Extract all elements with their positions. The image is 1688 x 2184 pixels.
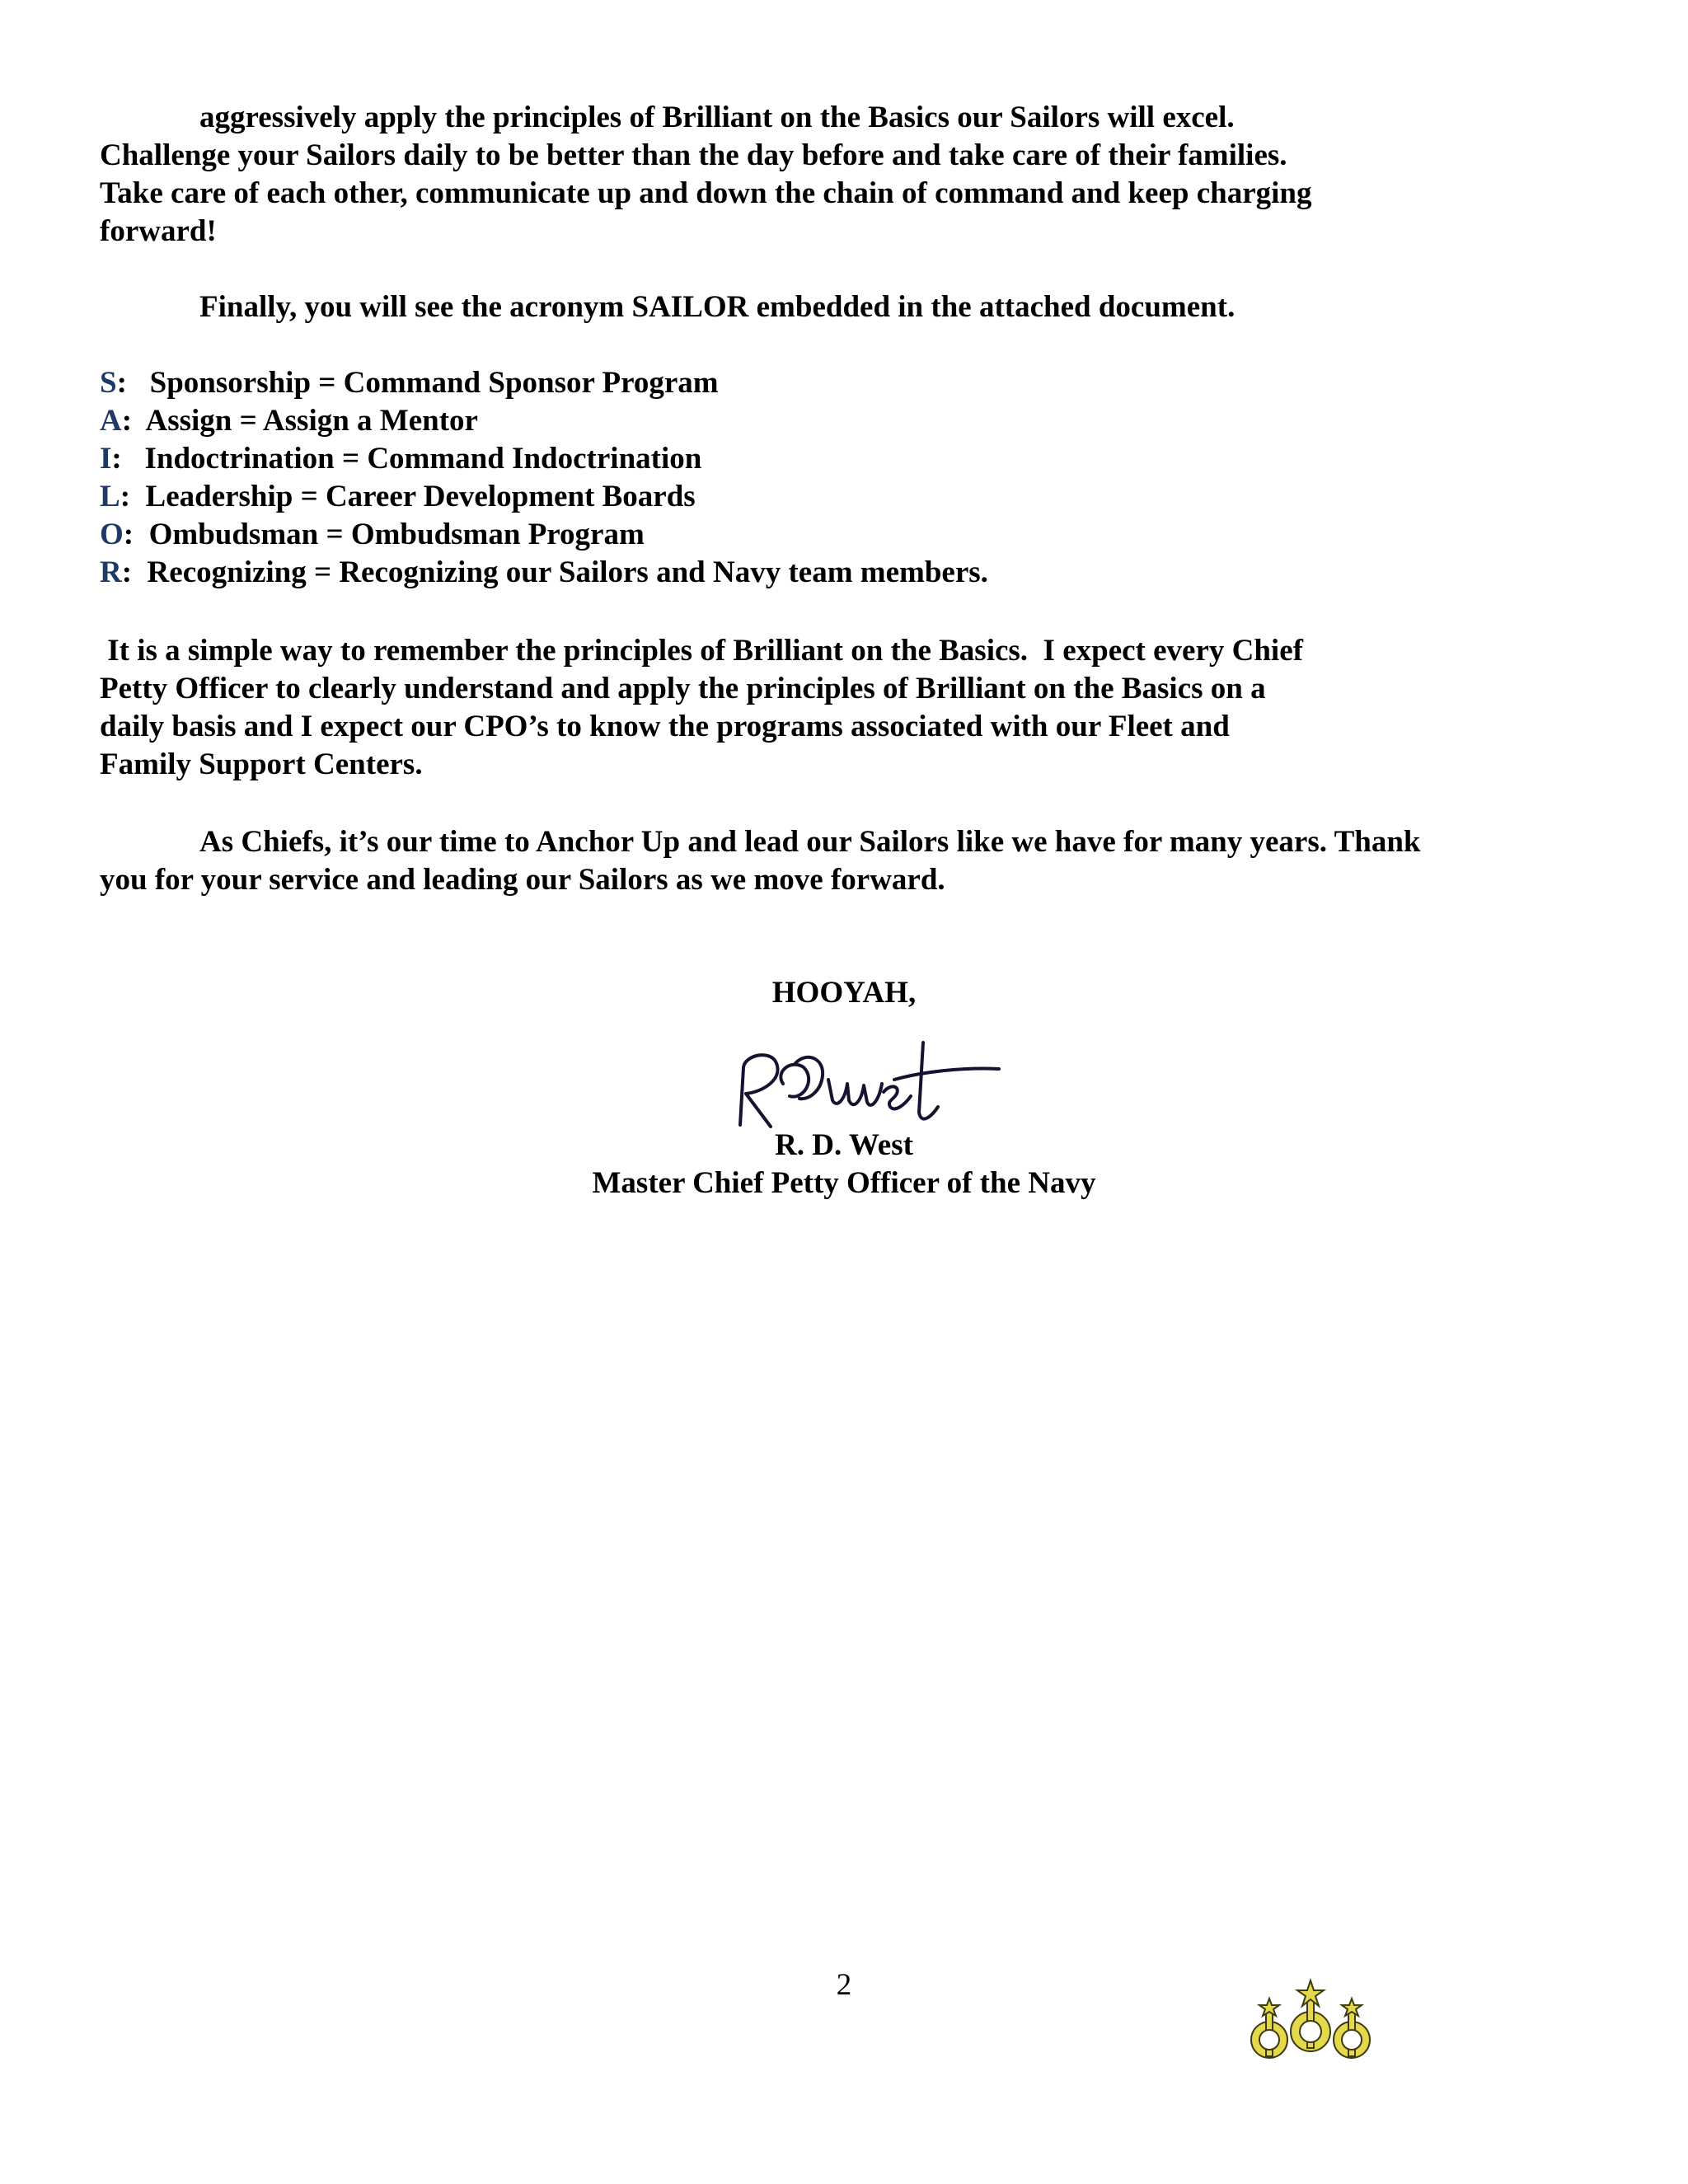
paragraph-line: daily basis and I expect our CPO’s to know the programs associated with our Fleet and bbox=[100, 710, 1230, 743]
acronym-text: : Sponsorship = Command Sponsor Program bbox=[116, 366, 719, 400]
paragraph-line: Take care of each other, communicate up and down the chain of command and keep charging bbox=[100, 176, 1312, 210]
acronym-letter: S bbox=[100, 366, 117, 400]
acronym-item bbox=[100, 402, 988, 440]
closing-salutation: HOOYAH, bbox=[771, 976, 917, 1010]
signer-name: R. D. West bbox=[775, 1128, 913, 1162]
paragraph-line: aggressively apply the principles of Brilliant on the Basics our Sailors will excel. bbox=[199, 101, 1235, 134]
acronym-item bbox=[100, 516, 988, 554]
acronym-text: : Assign = Assign a Mentor bbox=[121, 404, 478, 438]
acronym-letter: L bbox=[100, 480, 120, 513]
paragraph-line: As Chiefs, it’s our time to Anchor Up and lead our Sailors like we have for many years. Thank bbox=[199, 825, 1421, 859]
paragraph-brilliant-basics bbox=[100, 99, 1583, 251]
acronym-item bbox=[100, 364, 988, 402]
signature-image bbox=[725, 1034, 1006, 1141]
paragraph-anchor-up bbox=[100, 823, 1583, 899]
sailor-acronym-list bbox=[100, 364, 988, 592]
acronym-item bbox=[100, 478, 988, 516]
paragraph-line: It is a simple way to remember the principles of Brilliant on the Basics. I expect every Chief bbox=[100, 634, 1303, 668]
paragraph-expectations bbox=[100, 632, 1583, 784]
acronym-item bbox=[100, 440, 988, 478]
acronym-letter: R bbox=[100, 555, 122, 589]
paragraph-line: Challenge your Sailors daily to be better than the day before and take care of their families. bbox=[100, 138, 1287, 172]
paragraph-acronym-intro bbox=[100, 288, 1583, 326]
acronym-letter: O bbox=[100, 518, 124, 551]
paragraph-line: Petty Officer to clearly understand and apply the principles of Brilliant on the Basics on a bbox=[100, 672, 1266, 705]
signer-title: Master Chief Petty Officer of the Navy bbox=[592, 1166, 1096, 1200]
paragraph-line: you for your service and leading our Sailors as we move forward. bbox=[100, 863, 945, 897]
acronym-item bbox=[100, 554, 988, 592]
acronym-text: : Recognizing = Recognizing our Sailors and Navy team members. bbox=[121, 555, 988, 589]
acronym-text: : Ombudsman = Ombudsman Program bbox=[123, 518, 645, 551]
paragraph-line: Finally, you will see the acronym SAILOR embedded in the attached document. bbox=[199, 290, 1236, 324]
acronym-letter: A bbox=[100, 404, 122, 438]
acronym-text: : Indoctrination = Command Indoctrination bbox=[111, 442, 702, 476]
paragraph-line: Family Support Centers. bbox=[100, 748, 423, 781]
acronym-text: : Leadership = Career Development Boards bbox=[120, 480, 696, 513]
mcpon-insignia-icon bbox=[1245, 1974, 1376, 2077]
page-number: 2 bbox=[836, 1968, 852, 2002]
paragraph-line: forward! bbox=[100, 214, 217, 248]
acronym-letter: I bbox=[100, 442, 112, 476]
